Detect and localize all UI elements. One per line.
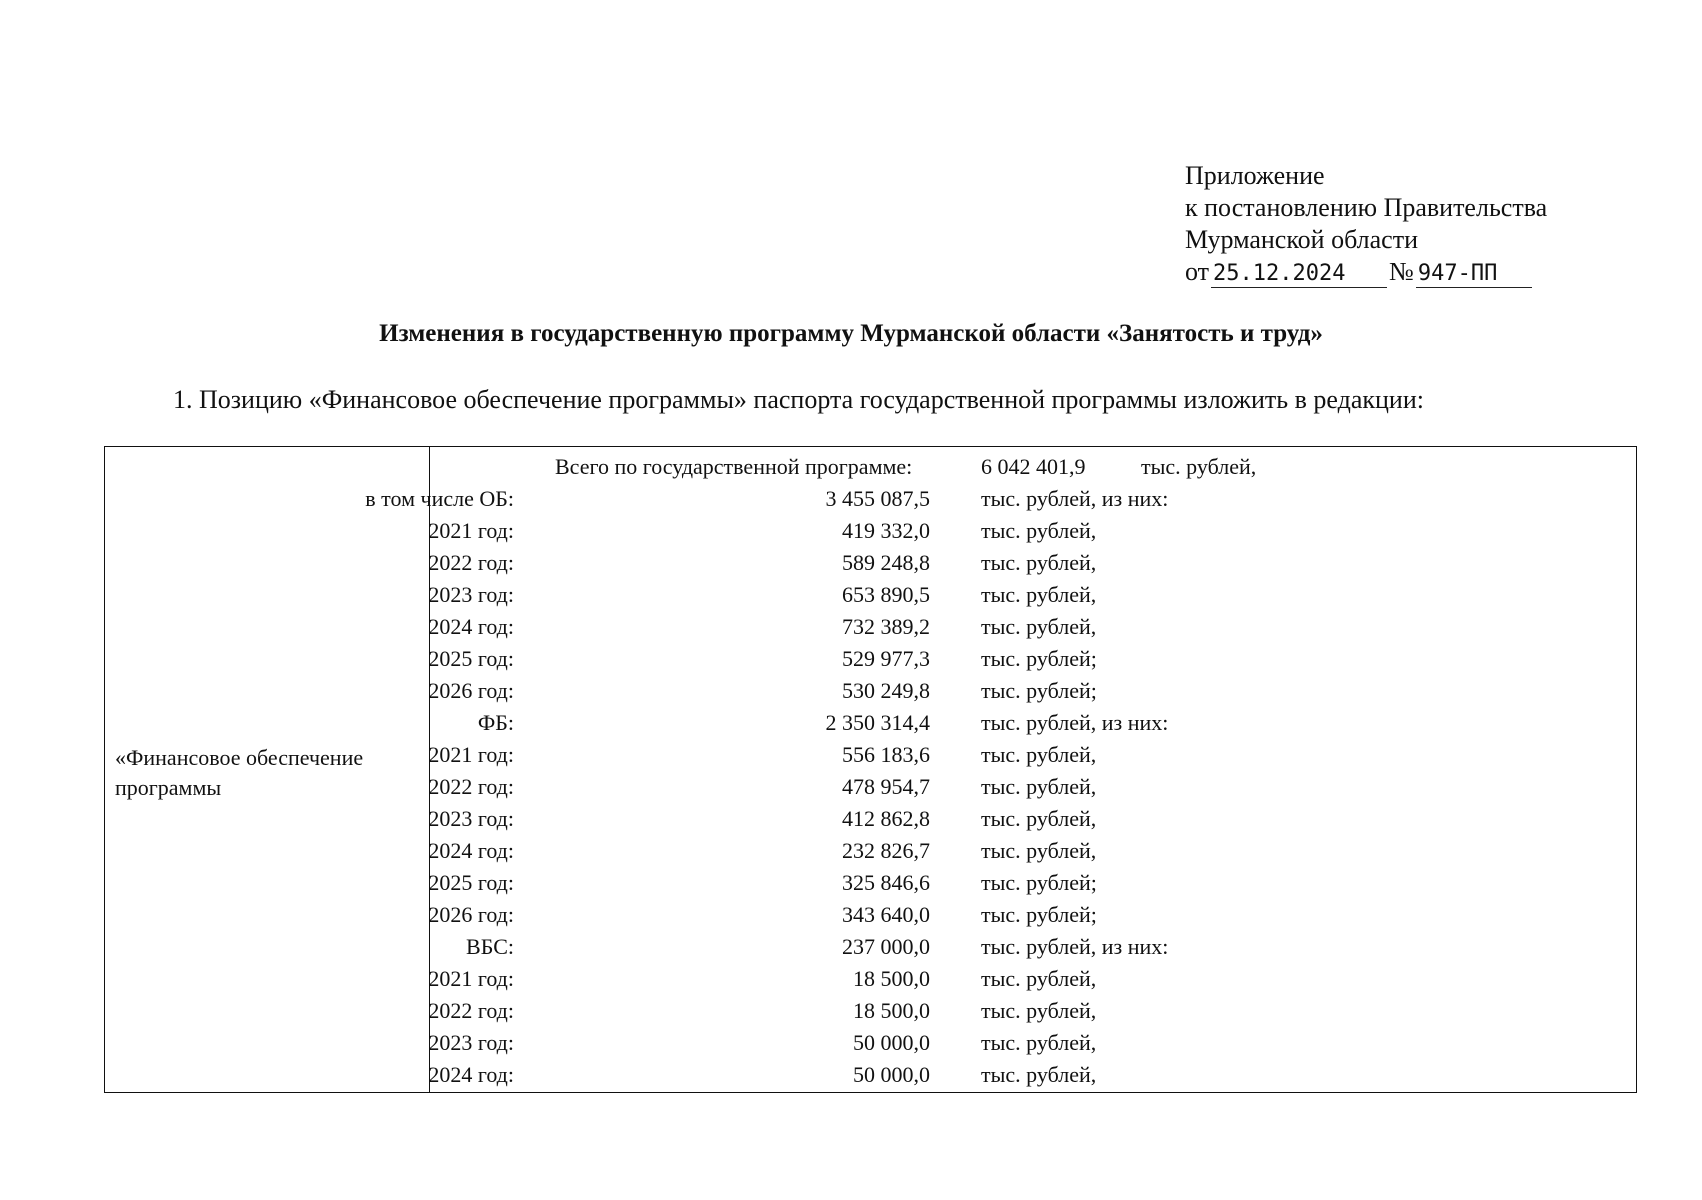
date-prefix: от: [1185, 257, 1210, 286]
row-value: 589 248,8: [842, 550, 930, 575]
total-value: 6 042 401,9: [981, 454, 1086, 479]
instruction-text: 1. Позицию «Финансовое обеспечение программы» паспорта государственной программы изложить в редакции:: [173, 385, 1424, 414]
row-value: 412 862,8: [842, 806, 930, 831]
row-unit: тыс. рублей;: [981, 678, 1097, 703]
row-label-text: 2022 год:: [428, 998, 514, 1023]
table-row: [430, 1027, 1636, 1059]
row-label-text: 2026 год:: [428, 902, 514, 927]
row-value: 2 350 314,4: [825, 710, 930, 735]
row-unit: тыс. рублей,: [981, 582, 1097, 607]
row-label-text: 2022 год:: [428, 774, 514, 799]
row-label-text: 2025 год:: [428, 870, 514, 895]
row-label-text: 2024 год:: [428, 838, 514, 863]
row-label-text: ВБС:: [466, 934, 514, 959]
table-row: [430, 867, 1636, 899]
table-row: [430, 707, 1636, 739]
document-title: Изменения в государственную программу Мурманской области «Занятость и труд»: [379, 320, 1323, 347]
row-value: 325 846,6: [842, 870, 930, 895]
table-row: [430, 995, 1636, 1027]
row-label-text: 2023 год:: [428, 582, 514, 607]
table-row: [430, 835, 1636, 867]
table-row: [430, 547, 1636, 579]
row-label-text: 2026 год:: [428, 678, 514, 703]
row-unit: тыс. рублей,: [981, 518, 1097, 543]
row-value: 556 183,6: [842, 742, 930, 767]
row-value: 478 954,7: [842, 774, 930, 799]
row-label: «Финансовое обеспечение программы: [115, 745, 364, 800]
total-row: [430, 451, 1636, 483]
row-value: 419 332,0: [842, 518, 930, 543]
row-value: 232 826,7: [842, 838, 930, 863]
table-row: [430, 899, 1636, 931]
row-value: 529 977,3: [842, 646, 930, 671]
row-label-text: 2025 год:: [428, 646, 514, 671]
row-label-text: 2024 год:: [428, 614, 514, 639]
row-value: 18 500,0: [853, 966, 930, 991]
table-row: [430, 579, 1636, 611]
appendix-block: [1185, 160, 1547, 288]
row-unit: тыс. рублей, из них:: [981, 486, 1169, 511]
row-label-text: 2021 год:: [428, 518, 514, 543]
table-row: [430, 675, 1636, 707]
row-unit: тыс. рублей,: [981, 1030, 1097, 1055]
row-value: 50 000,0: [853, 1062, 930, 1087]
row-label-text: 2021 год:: [428, 966, 514, 991]
row-unit: тыс. рублей;: [981, 902, 1097, 927]
row-unit: тыс. рублей,: [981, 966, 1097, 991]
row-unit: тыс. рублей,: [981, 998, 1097, 1023]
row-value: 18 500,0: [853, 998, 930, 1023]
appendix-date-line: [1185, 256, 1547, 288]
row-unit: тыс. рублей,: [981, 742, 1097, 767]
row-unit: тыс. рублей, из них:: [981, 710, 1169, 735]
appendix-title: Приложение: [1185, 161, 1325, 190]
table-row: [430, 515, 1636, 547]
row-unit: тыс. рублей,: [981, 614, 1097, 639]
table-row: [430, 931, 1636, 963]
financing-rows: [365, 451, 1636, 1091]
table-row: [430, 963, 1636, 995]
row-value: 732 389,2: [842, 614, 930, 639]
row-label-text: ФБ:: [477, 710, 514, 735]
resolution-number: 947-ПП: [1416, 261, 1532, 288]
number-sign: №: [1389, 257, 1414, 286]
table-row: [430, 803, 1636, 835]
row-unit: тыс. рублей,: [981, 806, 1097, 831]
row-value: 3 455 087,5: [825, 486, 930, 511]
row-value: 237 000,0: [842, 934, 930, 959]
financing-table: [104, 446, 1637, 1093]
row-label-text: 2024 год:: [428, 1062, 514, 1087]
row-unit: тыс. рублей;: [981, 646, 1097, 671]
row-value: 530 249,8: [842, 678, 930, 703]
table-row: [430, 611, 1636, 643]
row-unit: тыс. рублей,: [981, 838, 1097, 863]
table-row: [430, 739, 1636, 771]
row-label-text: 2023 год:: [428, 1030, 514, 1055]
row-unit: тыс. рублей,: [981, 550, 1097, 575]
row-unit: тыс. рублей,: [981, 1062, 1097, 1087]
row-label-text: в том числе ОБ:: [365, 486, 514, 511]
row-value: 653 890,5: [842, 582, 930, 607]
resolution-date: 25.12.2024: [1211, 261, 1387, 288]
total-label: Всего по государственной программе:: [555, 454, 913, 479]
row-label-text: 2023 год:: [428, 806, 514, 831]
row-unit: тыс. рублей, из них:: [981, 934, 1169, 959]
total-unit: тыс. рублей,: [1141, 454, 1257, 479]
row-label-text: 2022 год:: [428, 550, 514, 575]
row-value: 343 640,0: [842, 902, 930, 927]
table-row: [430, 1059, 1636, 1091]
table-row: [430, 771, 1636, 803]
appendix-subtitle: к постановлению Правительства: [1185, 193, 1548, 222]
table-row: [365, 483, 1636, 515]
table-row: [430, 643, 1636, 675]
row-unit: тыс. рублей,: [981, 774, 1097, 799]
appendix-region: Мурманской области: [1185, 225, 1418, 254]
row-label-text: 2021 год:: [428, 742, 514, 767]
row-unit: тыс. рублей;: [981, 870, 1097, 895]
row-value: 50 000,0: [853, 1030, 930, 1055]
